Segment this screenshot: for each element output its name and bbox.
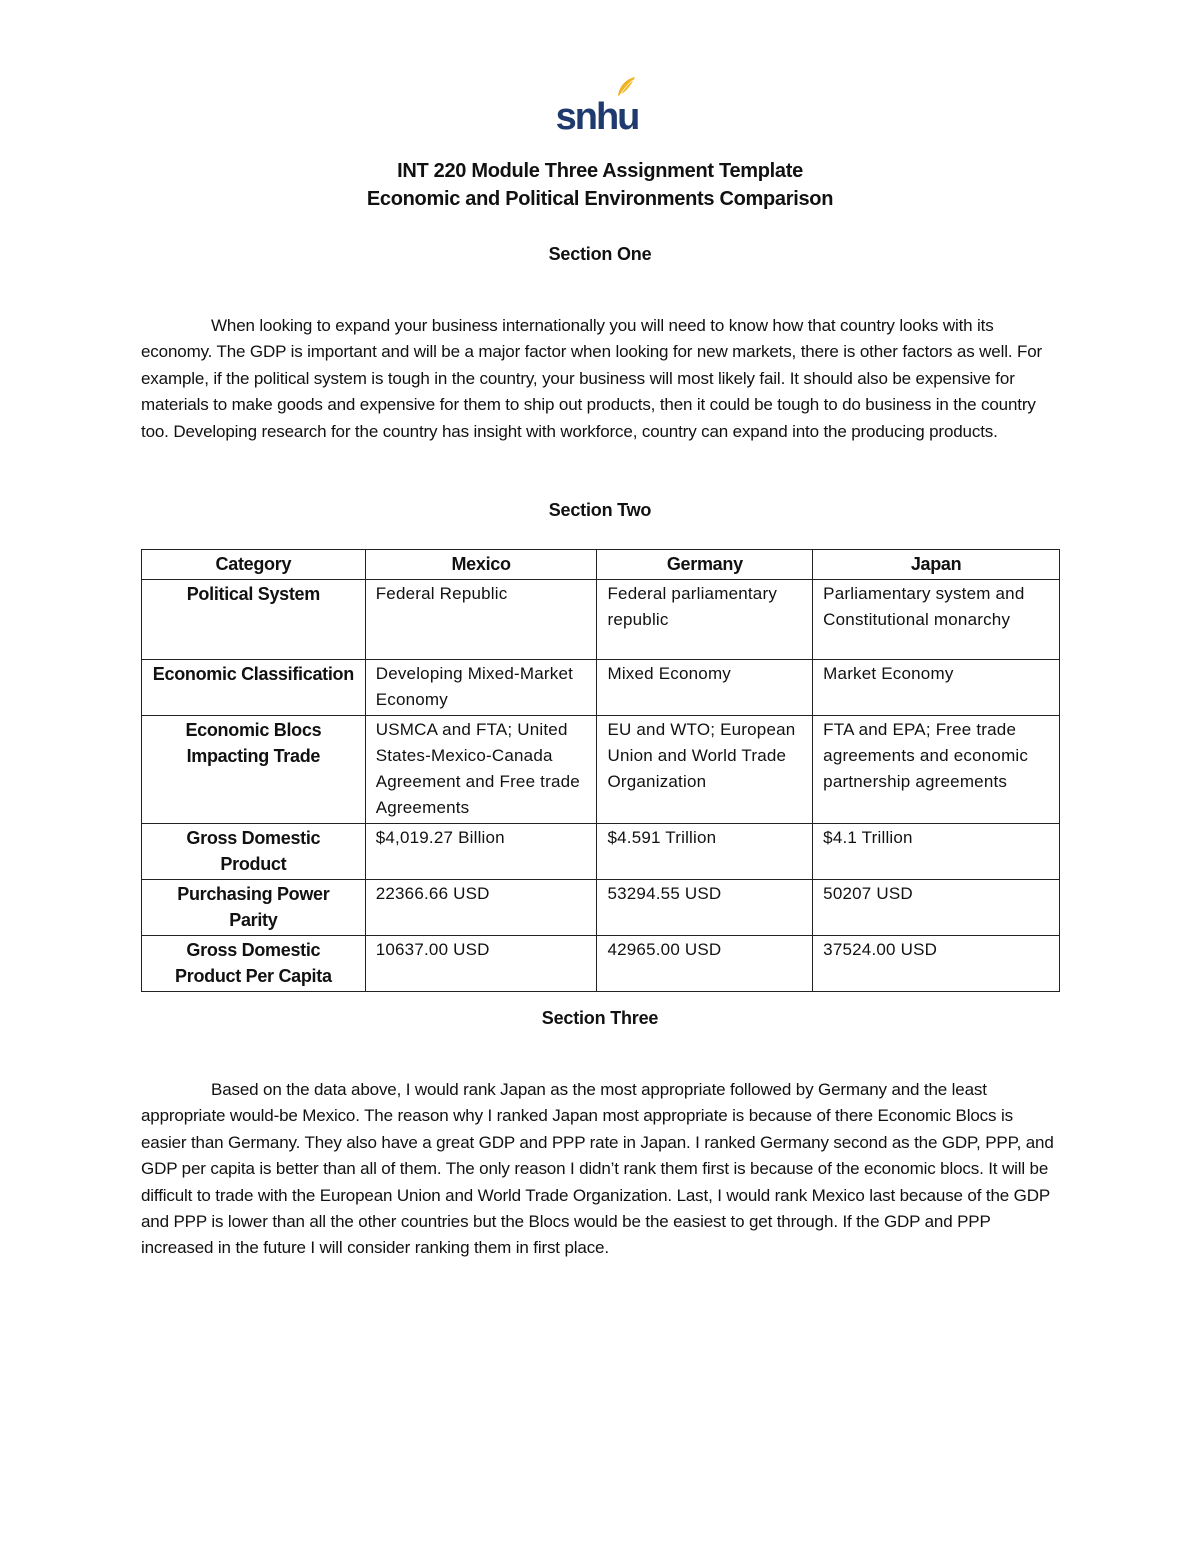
row-label: Economic Classification	[142, 660, 366, 716]
cell-germany: 53294.55 USD	[597, 880, 813, 936]
row-label: Political System	[142, 580, 366, 660]
cell-japan: $4.1 Trillion	[813, 824, 1060, 880]
header-germany: Germany	[597, 550, 813, 580]
table-row	[142, 880, 1060, 936]
row-label: Economic Blocs Impacting Trade	[142, 716, 366, 824]
table-row	[142, 936, 1060, 992]
header-mexico: Mexico	[365, 550, 597, 580]
cell-germany: Mixed Economy	[597, 660, 813, 716]
cell-germany: 42965.00 USD	[597, 936, 813, 992]
snhu-logo	[556, 74, 638, 132]
cell-japan: 37524.00 USD	[813, 936, 1060, 992]
section-one-heading: Section One	[548, 244, 652, 264]
comparison-table	[141, 549, 1060, 992]
header-category: Category	[142, 550, 366, 580]
document-subtitle: Economic and Political Environments Comparison	[366, 188, 834, 210]
document-title: INT 220 Module Three Assignment Template	[397, 160, 803, 182]
cell-mexico: $4,019.27 Billion	[365, 824, 597, 880]
section-three-paragraph: Based on the data above, I would rank Japan as the most appropriate followed by Germany and the least appropriate would-be Mexico. The reason why I ranked Japan most appropriate is because of there Economic Blocs is easier than Germany. They also have a great GDP and PPP rate in Japan. I ranked Germany second as the GDP, PPP, and GDP per capita is better than all of them. The only reason I didn’t rank them first is because of the economic blocs. It will be difficult to trade with the European Union and World Trade Organization. Last, I would rank Mexico last because of the GDP and PPP is lower than all the other countries but the Blocs would be the easiest to get through. If the GDP and PPP increased in the future I will consider ranking them in first place.	[141, 1080, 1054, 1258]
section-three-heading: Section Three	[541, 1008, 659, 1028]
cell-mexico: 10637.00 USD	[365, 936, 597, 992]
row-label: Gross Domestic Product	[142, 824, 366, 880]
cell-japan: FTA and EPA; Free trade agreements and economic partnership agreements	[813, 716, 1060, 824]
cell-germany: Federal parliamentary republic	[597, 580, 813, 660]
cell-germany: EU and WTO; European Union and World Trade Organization	[597, 716, 813, 824]
cell-mexico: 22366.66 USD	[365, 880, 597, 936]
section-two-heading: Section Two	[548, 500, 652, 520]
cell-japan: 50207 USD	[813, 880, 1060, 936]
cell-mexico: Federal Republic	[365, 580, 597, 660]
table-row	[142, 660, 1060, 716]
cell-mexico: Developing Mixed-Market Economy	[365, 660, 597, 716]
table-row	[142, 824, 1060, 880]
header-japan: Japan	[813, 550, 1060, 580]
row-label: Purchasing Power Parity	[142, 880, 366, 936]
table-row	[142, 716, 1060, 824]
svg-text:snhu: snhu	[556, 96, 638, 132]
cell-japan: Parliamentary system and Constitutional monarchy	[813, 580, 1060, 660]
table-header-row	[142, 550, 1060, 580]
cell-japan: Market Economy	[813, 660, 1060, 716]
table-row	[142, 580, 1060, 660]
section-one-paragraph: When looking to expand your business internationally you will need to know how that country looks with its economy. The GDP is important and will be a major factor when looking for new markets, there is other factors as well. For example, if the political system is tough in the country, your business will most likely fail. It should also be expensive for materials to make goods and expensive for them to ship out products, then it could be tough to do business in the country too. Developing research for the country has insight with workforce, country can expand into the producing products.	[141, 316, 1043, 441]
cell-mexico: USMCA and FTA; United States-Mexico-Canada Agreement and Free trade Agreements	[365, 716, 597, 824]
row-label: Gross Domestic Product Per Capita	[142, 936, 366, 992]
cell-germany: $4.591 Trillion	[597, 824, 813, 880]
